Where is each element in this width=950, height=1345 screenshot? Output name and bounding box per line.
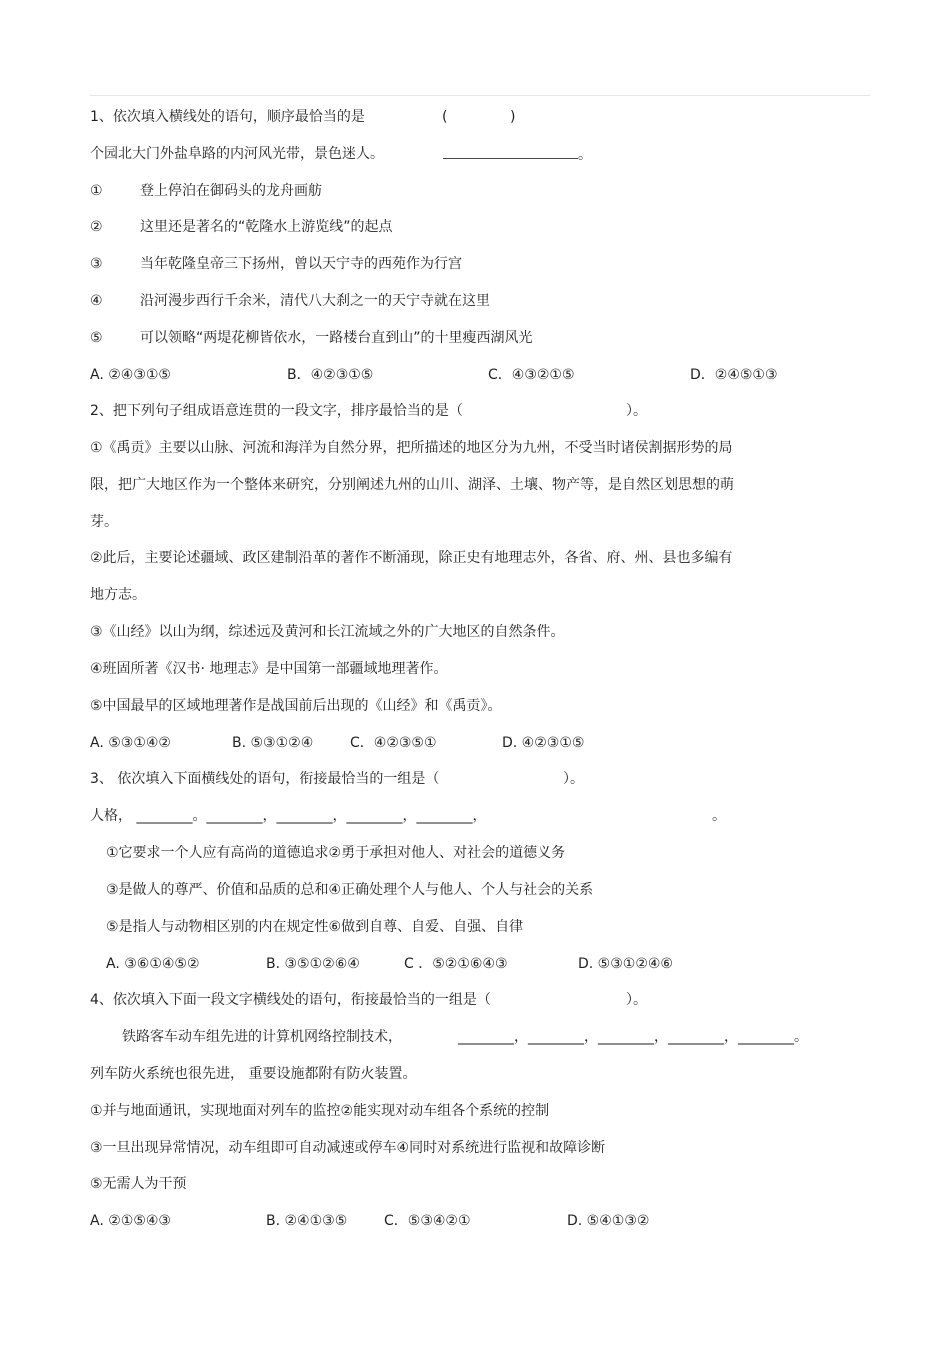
q3-option-a: A. ③⑥①④⑤② bbox=[106, 956, 200, 972]
q3-option-b: B. ③⑤①②⑥④ bbox=[266, 956, 360, 972]
q2-line-4: ②此后，主要论述疆域、政区建制沿革的著作不断涌现，除正史有地理志外，各省、府、州、县也多编有 bbox=[90, 550, 733, 566]
q4-option-b: B. ②④①③⑤ bbox=[266, 1213, 348, 1229]
q4-option-a: A. ②①⑤④③ bbox=[90, 1213, 171, 1229]
q4-option-d: D. ⑤④①③② bbox=[567, 1213, 650, 1229]
q4-line-2: ③一旦出现异常情况，动车组即可自动减速或停车④同时对系统进行监视和故障诊断 bbox=[90, 1140, 606, 1156]
q2-stem-end: ）。 bbox=[626, 403, 647, 419]
q2-option-d: D. ④②③①⑤ bbox=[502, 735, 585, 751]
q1-option-a: A. ②④③①⑤ bbox=[90, 367, 171, 383]
q2-line-2: 限，把广大地区作为一个整体来研究，分别阐述九州的山川、湖泽、土壤、物产等，是自然区划思想的萌 bbox=[90, 477, 734, 493]
header-rule bbox=[90, 95, 870, 96]
q4-passage: 铁路客车动车组先进的计算机网络控制技术， bbox=[122, 1029, 402, 1045]
q1-paren-close: ) bbox=[510, 109, 516, 125]
q3-option-d: D. ⑤③①②④⑥ bbox=[578, 956, 673, 972]
q3-line-1: ①它要求一个人应有高尚的道德追求②勇于承担对他人、对社会的道德义务 bbox=[106, 845, 566, 861]
q4-line-3: ⑤无需人为干预 bbox=[90, 1176, 187, 1192]
q2-line-3: 芽。 bbox=[90, 514, 118, 530]
q2-line-5: 地方志。 bbox=[90, 587, 146, 603]
q4-stem-end: ）。 bbox=[626, 992, 647, 1008]
q1-item-1: ① 登上停泊在御码头的龙舟画舫 bbox=[90, 183, 322, 199]
q4-option-c: C．⑤③④②① bbox=[384, 1213, 471, 1229]
q3-line-2: ③是做人的尊严、价值和品质的总和④正确处理个人与他人、个人与社会的关系 bbox=[106, 882, 594, 898]
q4-line-1: ①并与地面通讯，实现地面对列车的监控②能实现对动车组各个系统的控制 bbox=[90, 1103, 550, 1119]
q1-item-2: ② 这里还是著名的“乾隆水上游览线”的起点 bbox=[90, 219, 393, 235]
q1-option-c: C．④③②①⑤ bbox=[488, 367, 575, 383]
q2-line-6: ③《山经》以山为纲，综述远及黄河和长江流域之外的广大地区的自然条件。 bbox=[90, 624, 565, 640]
q1-paren-open: ( bbox=[442, 109, 448, 125]
q1-blank: 。 bbox=[443, 144, 592, 165]
q3-passage-end: 。 bbox=[712, 808, 726, 824]
q2-stem: 2、把下列句子组成语意连贯的一段文字，排序最恰当的是（ bbox=[90, 403, 463, 419]
q3-passage: 人格， ________。________，________，________，________， bbox=[90, 808, 487, 824]
q1-stem: 1、依次填入横线处的语句，顺序最恰当的是 bbox=[90, 109, 365, 125]
q4-blanks: ________，________，________，________，________。 bbox=[458, 1029, 808, 1045]
q1-item-5: ⑤ 可以领略“两堤花柳皆依水，一路楼台直到山”的十里瘦西湖风光 bbox=[90, 330, 533, 346]
q4-passage-2: 列车防火系统也很先进， 重要设施都附有防火装置。 bbox=[90, 1066, 417, 1082]
q1-item-4: ④ 沿河漫步西行千余米，清代八大刹之一的天宁寺就在这里 bbox=[90, 293, 490, 309]
q2-option-b: B. ⑤③①②④ bbox=[232, 735, 314, 751]
q3-line-3: ⑤是指人与动物相区别的内在规定性⑥做到自尊、自爱、自强、自律 bbox=[106, 919, 524, 935]
q2-line-1: ①《禹贡》主要以山脉、河流和海洋为自然分界，把所描述的地区分为九州，不受当时诸侯割据形势的局 bbox=[90, 440, 733, 456]
q2-option-a: A. ⑤③①④② bbox=[90, 735, 171, 751]
q1-option-d: D．②④⑤①③ bbox=[690, 367, 778, 383]
q2-option-c: C．④②③⑤① bbox=[350, 735, 437, 751]
q4-stem: 4、依次填入下面一段文字横线处的语句，衔接最恰当的一组是（ bbox=[90, 992, 491, 1008]
q1-item-3: ③ 当年乾隆皇帝三下扬州，曾以天宁寺的西苑作为行宫 bbox=[90, 256, 462, 272]
q3-option-c: C ．⑤②①⑥④③ bbox=[404, 956, 508, 972]
q1-option-b: B．④②③①⑤ bbox=[287, 367, 374, 383]
q3-stem-end: ）。 bbox=[563, 771, 584, 787]
q1-passage: 个园北大门外盐阜路的内河风光带，景色迷人。 bbox=[90, 146, 384, 162]
q3-stem: 3、 依次填入下面横线处的语句，衔接最恰当的一组是（ bbox=[90, 771, 440, 787]
q2-line-7: ④班固所著《汉书· 地理志》是中国第一部疆域地理著作。 bbox=[90, 661, 448, 677]
q2-line-8: ⑤中国最早的区域地理著作是战国前后出现的《山经》和《禹贡》。 bbox=[90, 698, 502, 714]
